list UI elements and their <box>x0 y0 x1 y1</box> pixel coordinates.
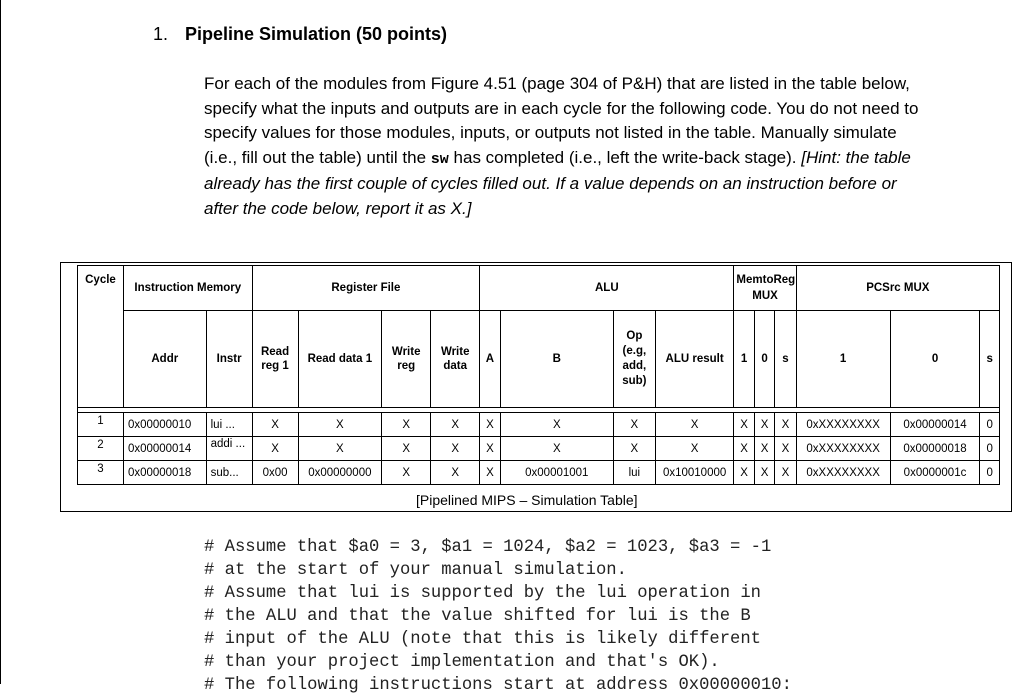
cell-cycle: 1 <box>78 413 124 437</box>
cell-op: X <box>613 437 655 461</box>
cell-b: X <box>500 413 613 437</box>
cell-write-data: X <box>431 437 480 461</box>
cell-pcsrc-1: 0xXXXXXXXX <box>796 413 890 437</box>
col-write-reg: Write reg <box>382 311 431 408</box>
cell-memtoreg-1: X <box>734 413 754 437</box>
cell-op: lui <box>613 461 655 485</box>
paragraph-hint: [Hint: the table already has the first couple of cycles filled out. If a value depends on an instruction before or after the code below, report it as X.] <box>204 147 911 218</box>
group-pcsrc-mux: PCSrc MUX <box>796 266 999 311</box>
cell-a: X <box>480 461 500 485</box>
col-memtoreg-1: 1 <box>734 311 754 408</box>
table-row <box>78 461 1000 485</box>
cell-memtoreg-s: X <box>775 437 796 461</box>
col-memtoreg-s: s <box>775 311 796 408</box>
cell-pcsrc-1: 0xXXXXXXXX <box>796 461 890 485</box>
code-line: # the ALU and that the value shifted for lui is the B <box>204 607 751 626</box>
code-line: # Assume that $a0 = 3, $a1 = 1024, $a2 = 1023, $a3 = -1 <box>204 538 772 557</box>
group-alu: ALU <box>480 266 734 311</box>
cell-memtoreg-0: X <box>754 437 774 461</box>
code-line: # at the start of your manual simulation. <box>204 561 627 580</box>
cell-write-data: X <box>431 413 480 437</box>
cell-write-reg: X <box>382 461 431 485</box>
cell-op: X <box>613 413 655 437</box>
cell-b: 0x00001001 <box>500 461 613 485</box>
col-pcsrc-1: 1 <box>796 311 890 408</box>
cell-alu-result: X <box>655 437 734 461</box>
page-left-border <box>0 0 1 684</box>
cell-instr: sub... <box>206 461 252 485</box>
col-write-data: Write data <box>431 311 480 408</box>
cell-pcsrc-s: 0 <box>980 437 1000 461</box>
cell-read-reg1: X <box>252 413 298 437</box>
cell-write-data: X <box>431 461 480 485</box>
cell-pcsrc-0: 0x00000014 <box>890 413 980 437</box>
group-register-file: Register File <box>252 266 480 311</box>
heading-number: 1. <box>153 24 169 44</box>
col-b: B <box>500 311 613 408</box>
cell-memtoreg-0: X <box>754 461 774 485</box>
cell-write-reg: X <box>382 413 431 437</box>
cell-a: X <box>480 437 500 461</box>
paragraph-text-2: has completed (i.e., left the write-back stage). <box>448 147 802 167</box>
paragraph-text-1: For each of the modules from Figure 4.51 (page 304 of P&H) that are listed in the table below, specify what the inputs and outputs are in each cycle for the following code. You do not need to specify values for those modules, inputs, or outputs not listed in the table. Manually simulate (i.e., fill out the table) until the <box>204 74 919 167</box>
col-a: A <box>480 311 500 408</box>
cell-cycle: 2 <box>78 437 124 461</box>
cell-cycle: 3 <box>78 461 124 485</box>
group-memtoreg-mux: MemtoReg MUX <box>734 266 796 311</box>
cell-pcsrc-s: 0 <box>980 461 1000 485</box>
cell-memtoreg-s: X <box>775 461 796 485</box>
code-line: # The following instructions start at address 0x00000010: <box>204 676 792 695</box>
col-pcsrc-s: s <box>980 311 1000 408</box>
simulation-table <box>77 265 1000 485</box>
cell-instr: lui ... <box>206 413 252 437</box>
col-cycle: Cycle <box>78 266 124 408</box>
code-line: # than your project implementation and that's OK). <box>204 653 720 672</box>
cell-pcsrc-0: 0x00000018 <box>890 437 980 461</box>
cell-a: X <box>480 413 500 437</box>
cell-addr: 0x00000018 <box>123 461 206 485</box>
cell-instr: addi ... <box>206 437 252 461</box>
cell-pcsrc-s: 0 <box>980 413 1000 437</box>
heading-title: Pipeline Simulation (50 points) <box>185 24 448 44</box>
cell-read-data1: X <box>298 437 382 461</box>
col-memtoreg-0: 0 <box>754 311 774 408</box>
paragraph-code-sw: sw <box>430 150 449 168</box>
cell-memtoreg-0: X <box>754 413 774 437</box>
cell-alu-result: 0x10010000 <box>655 461 734 485</box>
cell-memtoreg-1: X <box>734 437 754 461</box>
cell-alu-result: X <box>655 413 734 437</box>
table-row <box>78 413 1000 437</box>
code-line: # Assume that lui is supported by the lui operation in <box>204 584 761 603</box>
col-read-reg1: Read reg 1 <box>252 311 298 408</box>
cell-read-data1: X <box>298 413 382 437</box>
cell-memtoreg-1: X <box>734 461 754 485</box>
col-read-data1: Read data 1 <box>298 311 382 408</box>
cell-read-data1: 0x00000000 <box>298 461 382 485</box>
code-comment-block <box>204 536 1004 697</box>
instructions-paragraph <box>204 72 924 221</box>
cell-read-reg1: X <box>252 437 298 461</box>
col-instr: Instr <box>206 311 252 408</box>
table-caption: [Pipelined MIPS – Simulation Table] <box>416 492 638 508</box>
cell-pcsrc-0: 0x0000001c <box>890 461 980 485</box>
col-alu-result: ALU result <box>655 311 734 408</box>
group-instruction-memory: Instruction Memory <box>123 266 252 311</box>
table-row <box>78 437 1000 461</box>
cell-addr: 0x00000010 <box>123 413 206 437</box>
col-addr: Addr <box>123 311 206 408</box>
code-line: # input of the ALU (note that this is likely different <box>204 630 761 649</box>
cell-memtoreg-s: X <box>775 413 796 437</box>
col-pcsrc-0: 0 <box>890 311 980 408</box>
cell-write-reg: X <box>382 437 431 461</box>
cell-addr: 0x00000014 <box>123 437 206 461</box>
col-op: Op (e.g, add, sub) <box>613 311 655 408</box>
section-heading <box>153 24 447 45</box>
cell-read-reg1: 0x00 <box>252 461 298 485</box>
cell-b: X <box>500 437 613 461</box>
cell-pcsrc-1: 0xXXXXXXXX <box>796 437 890 461</box>
